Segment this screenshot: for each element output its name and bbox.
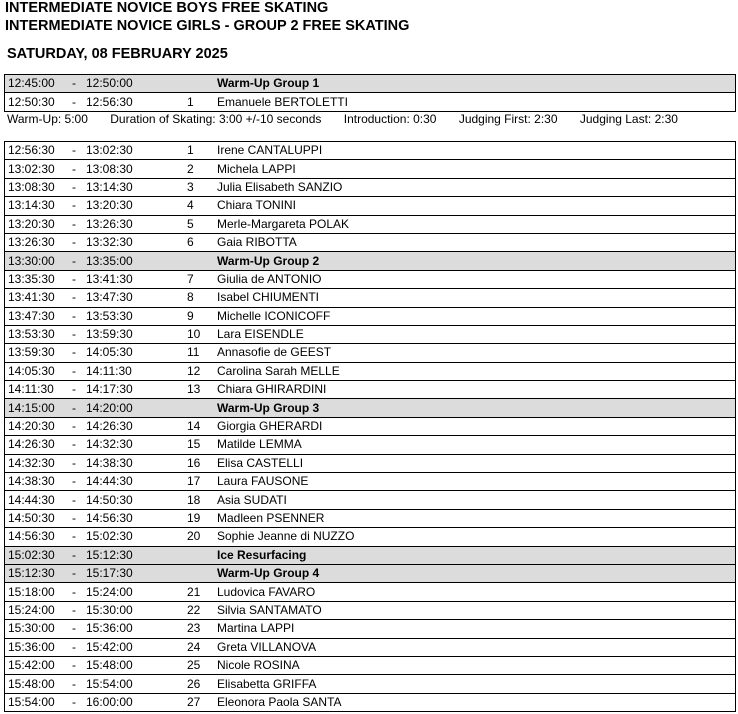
- schedule-row: [5, 417, 736, 435]
- end-time: 13:26:30: [86, 216, 133, 231]
- time-separator: -: [72, 235, 76, 250]
- time-separator: -: [72, 382, 76, 397]
- time-separator: -: [72, 308, 76, 323]
- schedule-row: [5, 601, 736, 619]
- time-cell: [5, 491, 185, 509]
- start-time: 12:56:30: [8, 143, 55, 158]
- skater-name: Giulia de ANTONIO: [214, 270, 736, 288]
- time-separator: -: [72, 327, 76, 342]
- schedule-row: [5, 381, 736, 399]
- time-cell: [5, 601, 185, 619]
- start-number: 11: [184, 344, 214, 362]
- time-separator: -: [72, 216, 76, 231]
- time-cell: [5, 197, 185, 215]
- time-cell: [5, 399, 185, 417]
- time-separator: -: [72, 694, 76, 709]
- skater-name: Julia Elisabeth SANZIO: [214, 178, 736, 196]
- schedule-table-boys: [4, 74, 736, 112]
- schedule-row: [5, 620, 736, 638]
- schedule-section-row: [5, 252, 736, 270]
- skater-name: Ludovica FAVARO: [214, 583, 736, 601]
- start-number: 26: [184, 675, 214, 693]
- start-number: 15: [184, 436, 214, 454]
- end-time: 14:38:30: [86, 455, 133, 470]
- skater-name: Chiara GHIRARDINI: [214, 381, 736, 399]
- start-number: [184, 546, 214, 564]
- end-time: 15:54:00: [86, 676, 133, 691]
- start-number: 24: [184, 638, 214, 656]
- schedule-row: [5, 362, 736, 380]
- skater-name: Martina LAPPI: [214, 620, 736, 638]
- end-time: 15:02:30: [86, 529, 133, 544]
- start-time: 15:02:30: [8, 547, 55, 562]
- start-time: 13:14:30: [8, 198, 55, 213]
- start-time: 12:45:00: [8, 76, 55, 91]
- end-time: 14:50:30: [86, 492, 133, 507]
- start-number: [184, 399, 214, 417]
- time-cell: [5, 675, 185, 693]
- start-time: 13:47:30: [8, 308, 55, 323]
- skater-name: Gaia RIBOTTA: [214, 233, 736, 251]
- end-time: 15:36:00: [86, 621, 133, 636]
- start-time: 13:59:30: [8, 345, 55, 360]
- schedule-section-row: [5, 546, 736, 564]
- judging-last-info: Judging Last: 2:30: [579, 112, 678, 126]
- start-number: 1: [184, 93, 214, 111]
- time-separator: -: [72, 492, 76, 507]
- start-time: 15:48:00: [8, 676, 55, 691]
- duration-info: Duration of Skating: 3:00 +/-10 seconds: [110, 112, 322, 126]
- end-time: 14:05:30: [86, 345, 133, 360]
- end-time: 13:32:30: [86, 235, 133, 250]
- section-label: Warm-Up Group 4: [214, 564, 736, 582]
- time-cell: [5, 325, 185, 343]
- time-cell: [5, 160, 185, 178]
- section-label: Warm-Up Group 3: [214, 399, 736, 417]
- schedule-row: [5, 473, 736, 491]
- end-time: 13:08:30: [86, 161, 133, 176]
- start-time: 15:18:00: [8, 584, 55, 599]
- end-time: 13:02:30: [86, 143, 133, 158]
- schedule-table-girls: [4, 141, 736, 712]
- section-label: Ice Resurfacing: [214, 546, 736, 564]
- time-separator: -: [72, 143, 76, 158]
- start-time: 14:20:30: [8, 419, 55, 434]
- time-cell: [5, 270, 185, 288]
- skater-name: Lara EISENDLE: [214, 325, 736, 343]
- end-time: 14:20:00: [86, 400, 133, 415]
- time-separator: -: [72, 602, 76, 617]
- time-separator: -: [72, 621, 76, 636]
- schedule-row: [5, 325, 736, 343]
- schedule-row: [5, 233, 736, 251]
- skater-name: Laura FAUSONE: [214, 473, 736, 491]
- start-number: 22: [184, 601, 214, 619]
- schedule-row: [5, 656, 736, 674]
- schedule-section-row: [5, 75, 736, 93]
- start-time: 15:54:00: [8, 694, 55, 709]
- start-number: 25: [184, 656, 214, 674]
- schedule-row: [5, 142, 736, 160]
- start-number: 5: [184, 215, 214, 233]
- time-cell: [5, 528, 185, 546]
- time-separator: -: [72, 290, 76, 305]
- schedule-row: [5, 93, 736, 111]
- end-time: 15:17:30: [86, 566, 133, 581]
- start-number: 2: [184, 160, 214, 178]
- end-time: 13:59:30: [86, 327, 133, 342]
- start-time: 15:24:00: [8, 602, 55, 617]
- end-time: 13:53:30: [86, 308, 133, 323]
- end-time: 13:35:00: [86, 253, 133, 268]
- end-time: 13:14:30: [86, 179, 133, 194]
- time-cell: [5, 546, 185, 564]
- time-separator: -: [72, 455, 76, 470]
- time-separator: -: [72, 161, 76, 176]
- time-separator: -: [72, 547, 76, 562]
- time-separator: -: [72, 76, 76, 91]
- section-label: Warm-Up Group 1: [214, 75, 736, 93]
- schedule-row: [5, 215, 736, 233]
- time-cell: [5, 638, 185, 656]
- end-time: 15:48:00: [86, 658, 133, 673]
- end-time: 13:20:30: [86, 198, 133, 213]
- start-number: 19: [184, 509, 214, 527]
- schedule-row: [5, 509, 736, 527]
- start-number: 6: [184, 233, 214, 251]
- time-cell: [5, 93, 185, 111]
- time-cell: [5, 142, 185, 160]
- time-cell: [5, 454, 185, 472]
- skater-name: Asia SUDATI: [214, 491, 736, 509]
- start-number: 10: [184, 325, 214, 343]
- start-number: 18: [184, 491, 214, 509]
- time-separator: -: [72, 94, 76, 109]
- start-number: 1: [184, 142, 214, 160]
- schedule-row: [5, 454, 736, 472]
- end-time: 14:17:30: [86, 382, 133, 397]
- time-cell: [5, 583, 185, 601]
- start-time: 13:26:30: [8, 235, 55, 250]
- skater-name: Carolina Sarah MELLE: [214, 362, 736, 380]
- start-time: 14:44:30: [8, 492, 55, 507]
- end-time: 15:42:00: [86, 639, 133, 654]
- time-cell: [5, 436, 185, 454]
- start-time: 14:56:30: [8, 529, 55, 544]
- schedule-row: [5, 638, 736, 656]
- skater-name: Michela LAPPI: [214, 160, 736, 178]
- time-separator: -: [72, 511, 76, 525]
- start-number: 4: [184, 197, 214, 215]
- time-separator: -: [72, 363, 76, 378]
- schedule-row: [5, 436, 736, 454]
- end-time: 16:00:00: [86, 694, 133, 709]
- start-number: 14: [184, 417, 214, 435]
- skater-name: Silvia SANTAMATO: [214, 601, 736, 619]
- skater-name: Nicole ROSINA: [214, 656, 736, 674]
- end-time: 15:12:30: [86, 547, 133, 562]
- time-separator: -: [72, 639, 76, 654]
- time-separator: -: [72, 676, 76, 691]
- schedule-row: [5, 307, 736, 325]
- start-number: [184, 75, 214, 93]
- time-cell: [5, 215, 185, 233]
- end-time: 13:41:30: [86, 271, 133, 286]
- start-time: 14:38:30: [8, 474, 55, 489]
- start-time: 15:42:00: [8, 658, 55, 673]
- skater-name: Michelle ICONICOFF: [214, 307, 736, 325]
- start-time: 14:32:30: [8, 455, 55, 470]
- start-number: [184, 252, 214, 270]
- section-label: Warm-Up Group 2: [214, 252, 736, 270]
- schedule-section-row: [5, 399, 736, 417]
- start-number: 8: [184, 289, 214, 307]
- start-time: 14:11:30: [8, 382, 54, 397]
- skater-name: Merle-Margareta POLAK: [214, 215, 736, 233]
- schedule-row: [5, 197, 736, 215]
- timing-info: [7, 112, 697, 126]
- start-number: 12: [184, 362, 214, 380]
- end-time: 14:56:30: [86, 511, 133, 525]
- skater-name: Eleonora Paola SANTA: [214, 693, 736, 711]
- time-cell: [5, 693, 185, 711]
- start-number: [184, 564, 214, 582]
- time-separator: -: [72, 345, 76, 360]
- skater-name: Matilde LEMMA: [214, 436, 736, 454]
- skater-name: Greta VILLANOVA: [214, 638, 736, 656]
- skater-name: Sophie Jeanne di NUZZO: [214, 528, 736, 546]
- schedule-row: [5, 675, 736, 693]
- end-time: 15:30:00: [86, 602, 133, 617]
- time-cell: [5, 233, 185, 251]
- skater-name: Elisa CASTELLI: [214, 454, 736, 472]
- start-number: 27: [184, 693, 214, 711]
- start-time: 14:05:30: [8, 363, 55, 378]
- time-cell: [5, 381, 185, 399]
- warmup-info: Warm-Up: 5:00: [7, 112, 88, 126]
- time-cell: [5, 252, 185, 270]
- end-time: 12:50:00: [86, 76, 133, 91]
- start-time: 13:30:00: [8, 253, 55, 268]
- start-number: 13: [184, 381, 214, 399]
- time-separator: -: [72, 566, 76, 581]
- schedule-row: [5, 583, 736, 601]
- time-separator: -: [72, 658, 76, 673]
- start-time: 13:20:30: [8, 216, 55, 231]
- start-time: 14:15:00: [8, 400, 55, 415]
- start-time: 13:53:30: [8, 327, 55, 342]
- schedule-row: [5, 160, 736, 178]
- time-separator: -: [72, 437, 76, 452]
- time-separator: -: [72, 529, 76, 544]
- time-cell: [5, 307, 185, 325]
- start-number: 23: [184, 620, 214, 638]
- skater-name: Madleen PSENNER: [214, 509, 736, 527]
- time-cell: [5, 509, 185, 527]
- time-cell: [5, 75, 185, 93]
- start-time: 14:50:30: [8, 511, 55, 525]
- end-time: 14:44:30: [86, 474, 133, 489]
- skater-name: Irene CANTALUPPI: [214, 142, 736, 160]
- end-time: 14:26:30: [86, 419, 133, 434]
- end-time: 15:24:00: [86, 584, 133, 599]
- start-number: 7: [184, 270, 214, 288]
- schedule-row: [5, 344, 736, 362]
- start-number: 21: [184, 583, 214, 601]
- time-cell: [5, 344, 185, 362]
- start-number: 16: [184, 454, 214, 472]
- skater-name: Annasofie de GEEST: [214, 344, 736, 362]
- schedule-row: [5, 528, 736, 546]
- schedule-row: [5, 491, 736, 509]
- time-separator: -: [72, 419, 76, 434]
- skater-name: Emanuele BERTOLETTI: [214, 93, 736, 111]
- start-time: 12:50:30: [8, 94, 55, 109]
- time-cell: [5, 564, 185, 582]
- schedule-row: [5, 270, 736, 288]
- start-time: 14:26:30: [8, 437, 55, 452]
- time-cell: [5, 289, 185, 307]
- start-time: 13:35:30: [8, 271, 55, 286]
- skater-name: Isabel CHIUMENTI: [214, 289, 736, 307]
- end-time: 13:47:30: [86, 290, 133, 305]
- start-number: 3: [184, 178, 214, 196]
- time-cell: [5, 620, 185, 638]
- start-number: 17: [184, 473, 214, 491]
- schedule-section-row: [5, 564, 736, 582]
- time-separator: -: [72, 271, 76, 286]
- time-separator: -: [72, 253, 76, 268]
- time-cell: [5, 178, 185, 196]
- start-number: 9: [184, 307, 214, 325]
- title-line-2: INTERMEDIATE NOVICE GIRLS - GROUP 2 FREE SKATING: [5, 18, 410, 34]
- start-time: 15:30:00: [8, 621, 55, 636]
- end-time: 12:56:30: [86, 94, 133, 109]
- time-separator: -: [72, 179, 76, 194]
- skater-name: Chiara TONINI: [214, 197, 736, 215]
- judging-first-info: Judging First: 2:30: [458, 112, 558, 126]
- schedule-row: [5, 178, 736, 196]
- title-line-1: INTERMEDIATE NOVICE BOYS FREE SKATING: [5, 0, 329, 16]
- time-cell: [5, 473, 185, 491]
- skater-name: Elisabetta GRIFFA: [214, 675, 736, 693]
- time-separator: -: [72, 474, 76, 489]
- start-number: 20: [184, 528, 214, 546]
- start-time: 15:36:00: [8, 639, 55, 654]
- schedule-row: [5, 289, 736, 307]
- time-cell: [5, 362, 185, 380]
- skater-name: Giorgia GHERARDI: [214, 417, 736, 435]
- time-separator: -: [72, 198, 76, 213]
- time-cell: [5, 417, 185, 435]
- introduction-info: Introduction: 0:30: [343, 112, 437, 126]
- end-time: 14:11:30: [86, 363, 132, 378]
- end-time: 14:32:30: [86, 437, 133, 452]
- schedule-row: [5, 693, 736, 711]
- time-separator: -: [72, 584, 76, 599]
- start-time: 15:12:30: [8, 566, 55, 581]
- start-time: 13:02:30: [8, 161, 55, 176]
- start-time: 13:08:30: [8, 179, 55, 194]
- time-cell: [5, 656, 185, 674]
- schedule-date: SATURDAY, 08 FEBRUARY 2025: [7, 46, 228, 62]
- start-time: 13:41:30: [8, 290, 55, 305]
- time-separator: -: [72, 400, 76, 415]
